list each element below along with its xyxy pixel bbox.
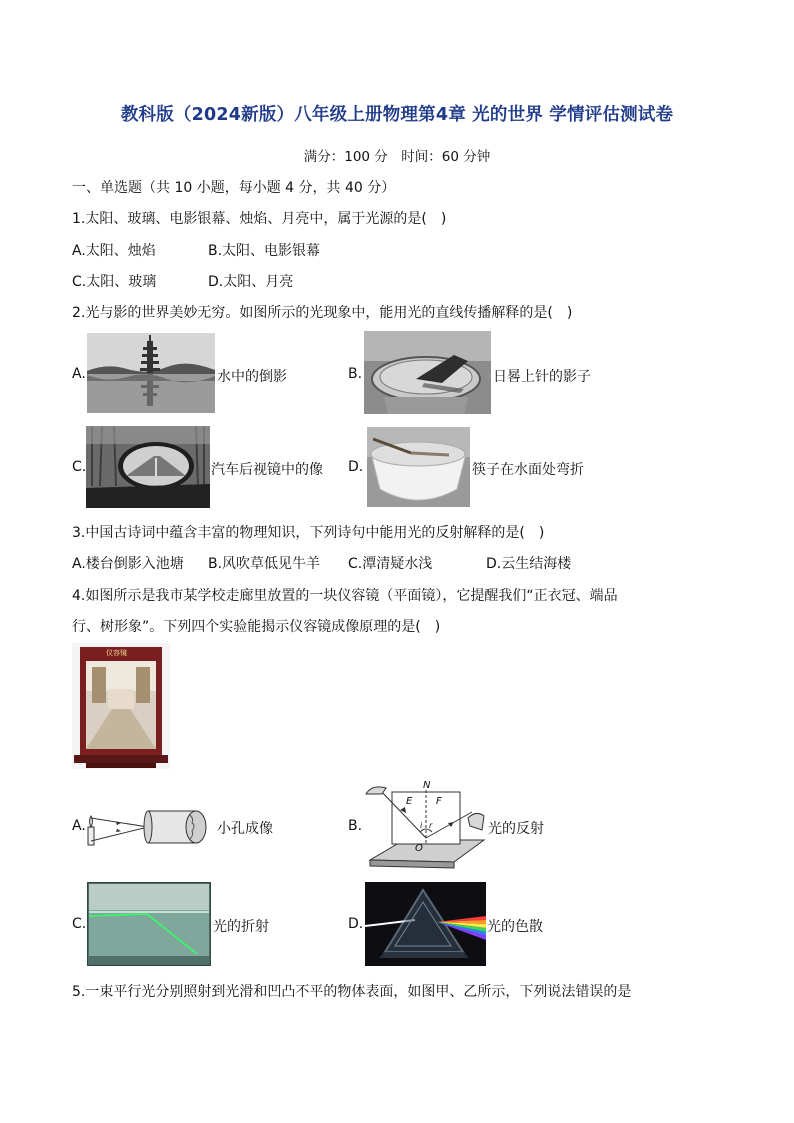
- q4-caption-d: 光的色散: [487, 919, 543, 935]
- question-5-stem: 5.一束平行光分别照射到光滑和凹凸不平的物体表面，如图甲、乙所示，下列说法错误的是: [72, 984, 632, 1000]
- question-2-stem: 2.光与影的世界美妙无穷。如图所示的光现象中，能用光的直线传播解释的是( ): [72, 305, 573, 321]
- page-title: 教科版（2024新版）八年级上册物理第4章 光的世界 学情评估测试卷: [120, 105, 674, 125]
- q4-letter-b: B.: [348, 818, 363, 834]
- q2-letter-a: A.: [72, 366, 86, 382]
- q4-letter-d: D.: [348, 916, 364, 932]
- panel-e-label: E: [406, 796, 413, 807]
- reflection-experiment-diagram: [364, 780, 486, 871]
- q3-option-c: C.潭清疑水浅: [348, 556, 433, 572]
- exam-info: 满分：100 分 时间：60 分钟: [303, 149, 491, 165]
- mirror-sign-text: 仪容镜: [106, 649, 127, 657]
- q2-caption-a: 水中的倒影: [217, 369, 287, 385]
- car-mirror-image: [86, 426, 210, 508]
- pinhole-camera-diagram: [86, 803, 214, 851]
- q2-caption-d: 筷子在水面处弯折: [472, 462, 584, 478]
- point-o-label: O: [415, 843, 423, 854]
- q4-letter-a: A.: [72, 818, 86, 834]
- q1-option-a: A.太阳、烛焰: [72, 243, 156, 259]
- q1-option-b: B.太阳、电影银幕: [208, 243, 321, 259]
- dressing-mirror-image: [72, 643, 170, 769]
- q2-letter-b: B.: [348, 366, 363, 382]
- q4-caption-b: 光的反射: [488, 821, 544, 837]
- panel-f-label: F: [436, 796, 442, 807]
- question-3-stem: 3.中国古诗词中蕴含丰富的物理知识，下列诗句中能用光的反射解释的是( ): [72, 525, 545, 541]
- q2-caption-b: 日晷上针的影子: [493, 369, 591, 385]
- normal-label: N: [423, 780, 431, 791]
- sundial-image: [364, 331, 491, 414]
- section-heading: 一、单选题（共 10 小题，每小题 4 分，共 40 分）: [72, 180, 396, 196]
- prism-dispersion-image: [365, 882, 486, 966]
- q3-option-a: A.楼台倒影入池塘: [72, 556, 184, 572]
- q4-caption-a: 小孔成像: [217, 821, 273, 837]
- q1-option-c: C.太阳、玻璃: [72, 274, 157, 290]
- q2-caption-c: 汽车后视镜中的像: [211, 462, 323, 478]
- refraction-tank-image: [87, 882, 211, 966]
- chopstick-bowl-image: [367, 427, 470, 507]
- q2-letter-c: C.: [72, 459, 87, 475]
- q3-option-d: D.云生结海楼: [486, 556, 572, 572]
- q4-caption-c: 光的折射: [213, 919, 269, 935]
- question-1-stem: 1.太阳、玻璃、电影银幕、烛焰、月亮中，属于光源的是( ): [72, 211, 447, 227]
- q1-option-d: D.太阳、月亮: [208, 274, 294, 290]
- reflection-angle-label: r: [429, 821, 433, 830]
- incidence-angle-label: i: [420, 821, 423, 830]
- pagoda-reflection-image: [87, 333, 215, 413]
- q2-letter-d: D.: [348, 459, 364, 475]
- q4-letter-c: C.: [72, 916, 87, 932]
- question-4-stem-line1: 4.如图所示是我市某学校走廊里放置的一块仪容镜（平面镜），它提醒我们“正衣冠、端品: [72, 588, 618, 604]
- q3-option-b: B.风吹草低见牛羊: [208, 556, 321, 572]
- question-4-stem-line2: 行、树形象”。下列四个实验能揭示仪容镜成像原理的是( ): [72, 619, 441, 635]
